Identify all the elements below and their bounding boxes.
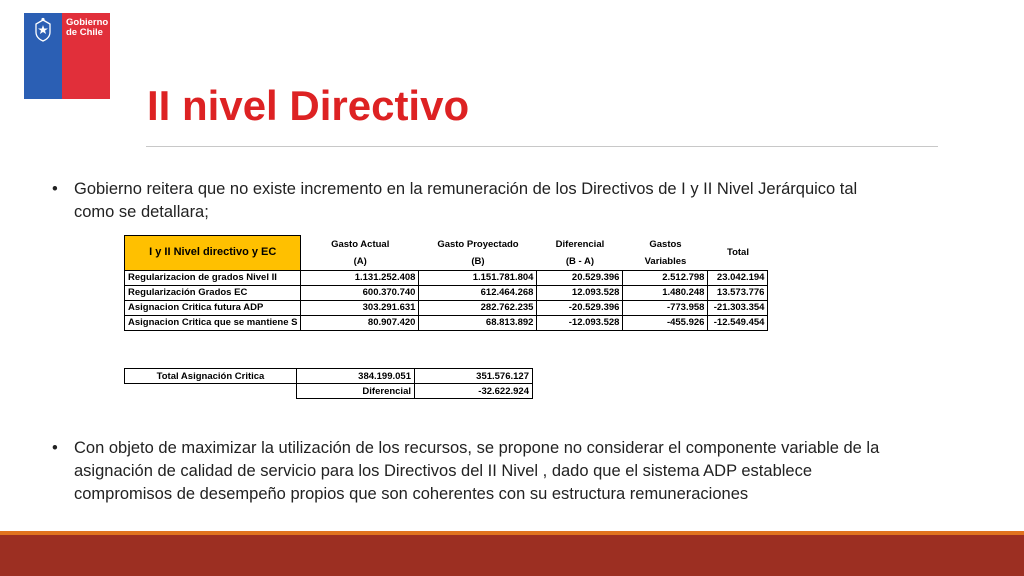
cell-gasto-actual: 1.131.252.408 bbox=[301, 270, 419, 285]
bullet-1-text bbox=[74, 178, 857, 224]
slide-title: II nivel Directivo bbox=[147, 82, 470, 129]
coat-of-arms-icon bbox=[30, 17, 56, 43]
title-divider bbox=[146, 146, 938, 147]
header-diferencial: Diferencial bbox=[555, 238, 605, 250]
cell-gastos-variables: -455.926 bbox=[623, 315, 708, 330]
cell-diferencial: 12.093.528 bbox=[537, 285, 623, 300]
bullet-2-line-2: asignación de calidad de servicio para los Directivos del II Nivel , dado que el sistema ADP establece bbox=[74, 462, 813, 480]
gobierno-de-chile-logo bbox=[24, 13, 110, 99]
table-row bbox=[125, 285, 768, 300]
bullet-2-line-3: compromisos de desempeño propios que son coherentes con su estructura remuneraciones bbox=[74, 485, 749, 503]
row-label: Regularización Grados EC bbox=[125, 285, 301, 300]
header-b: (B) bbox=[471, 255, 485, 267]
cell-gasto-proyectado: 68.813.892 bbox=[419, 315, 537, 330]
row-label: Asignacion Critica que se mantiene S bbox=[125, 315, 301, 330]
table-row bbox=[125, 315, 768, 330]
header-total: Total bbox=[726, 247, 749, 258]
cell-gasto-actual: 303.291.631 bbox=[301, 300, 419, 315]
footer-bar bbox=[0, 531, 1024, 576]
diferencial-value: -32.622.924 bbox=[415, 384, 533, 399]
cell-total: 23.042.194 bbox=[708, 270, 768, 285]
remuneration-table bbox=[124, 235, 768, 331]
cell-total: -12.549.454 bbox=[708, 315, 768, 330]
totals-row bbox=[125, 369, 533, 384]
totals-gasto-actual: 384.199.051 bbox=[297, 369, 415, 384]
totals-table bbox=[124, 368, 533, 399]
header-variables: Variables bbox=[644, 255, 687, 267]
header-b-minus-a: (B - A) bbox=[565, 255, 595, 267]
cell-total: 13.573.776 bbox=[708, 285, 768, 300]
table-row bbox=[125, 300, 768, 315]
bullet-1-line-1: Gobierno reitera que no existe incremento en la remuneración de los Directivos de I y II Nivel Jerárquico tal bbox=[74, 180, 858, 198]
header-gasto-proyectado: Gasto Proyectado bbox=[437, 238, 519, 250]
bullet-2-text bbox=[74, 437, 879, 506]
bullet-1-line-2: como se detallara; bbox=[74, 203, 209, 221]
logo-line-2: de Chile bbox=[66, 27, 103, 38]
cell-gasto-actual: 600.370.740 bbox=[301, 285, 419, 300]
cell-gasto-proyectado: 282.762.235 bbox=[419, 300, 537, 315]
header-gasto-actual: Gasto Actual bbox=[331, 238, 390, 250]
cell-gastos-variables: 2.512.798 bbox=[623, 270, 708, 285]
cell-diferencial: 20.529.396 bbox=[537, 270, 623, 285]
header-gastos: Gastos bbox=[649, 238, 682, 250]
cell-diferencial: -20.529.396 bbox=[537, 300, 623, 315]
header-category: I y II Nivel directivo y EC bbox=[125, 236, 301, 271]
cell-diferencial: -12.093.528 bbox=[537, 315, 623, 330]
bullet-marker: • bbox=[52, 439, 58, 457]
cell-gasto-proyectado: 612.464.268 bbox=[419, 285, 537, 300]
header-a: (A) bbox=[353, 255, 367, 267]
diferencial-label: Diferencial bbox=[297, 384, 415, 399]
footer-accent-line bbox=[0, 531, 1024, 535]
row-label: Asignacion Critica futura ADP bbox=[125, 300, 301, 315]
cell-total: -21.303.354 bbox=[708, 300, 768, 315]
bullet-marker: • bbox=[52, 180, 58, 198]
bullet-2-line-1: Con objeto de maximizar la utilización de los recursos, se propone no considerar el componente variable de la bbox=[74, 439, 880, 457]
logo-wordmark bbox=[66, 18, 108, 38]
totals-gasto-proyectado: 351.576.127 bbox=[415, 369, 533, 384]
diferencial-row bbox=[125, 384, 533, 399]
cell-gasto-proyectado: 1.151.781.804 bbox=[419, 270, 537, 285]
cell-gastos-variables: 1.480.248 bbox=[623, 285, 708, 300]
logo-line-1: Gobierno bbox=[66, 17, 109, 28]
cell-gasto-actual: 80.907.420 bbox=[301, 315, 419, 330]
table-header-row bbox=[125, 236, 768, 253]
table-row bbox=[125, 270, 768, 285]
totals-label: Total Asignación Critica bbox=[125, 369, 297, 384]
cell-gastos-variables: -773.958 bbox=[623, 300, 708, 315]
empty-cell bbox=[125, 384, 297, 399]
row-label: Regularizacion de grados Nivel II bbox=[125, 270, 301, 285]
